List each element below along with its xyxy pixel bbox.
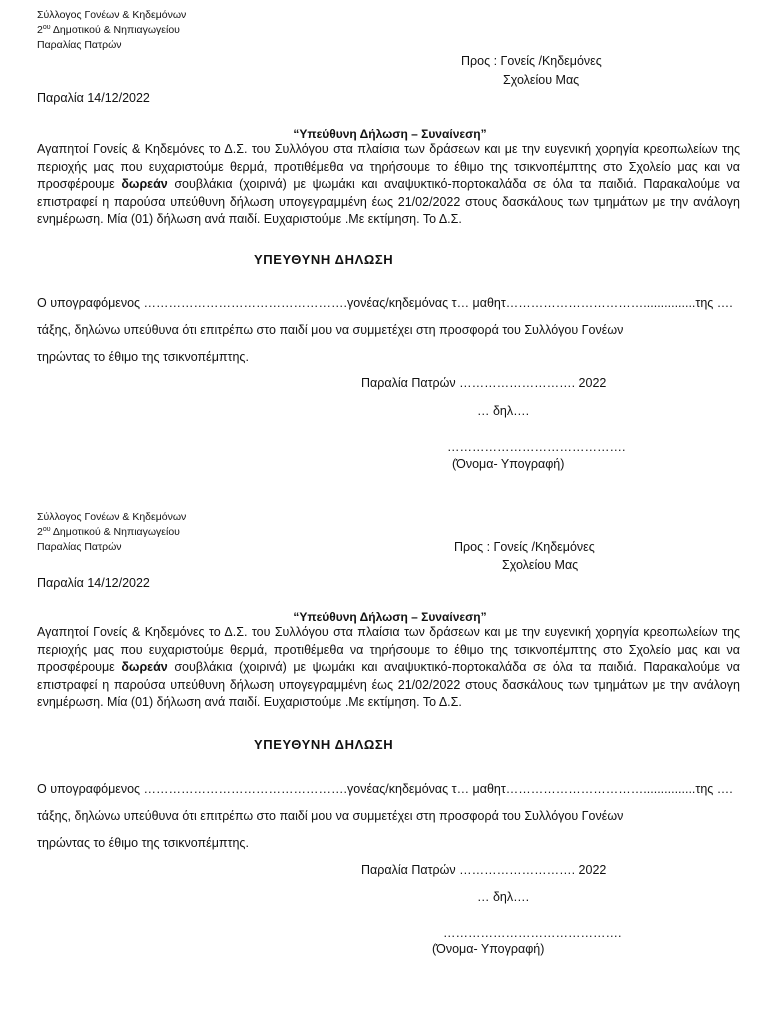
association-header [37,510,186,555]
document-title: “Υπεύθυνη Δήλωση – Συναίνεση” [293,610,487,624]
recipient-line-2: Σχολείου Μας [503,73,580,87]
signature-line: ……………………………………. [447,440,626,454]
recipient-line-2: Σχολείου Μας [502,558,579,572]
school-name: $2^{o\upsilon}$ Δημοτικού & Νηπιαγωγείου [37,526,180,538]
form-section-2 [0,505,768,995]
declaration-line-3: τηρώντας το έθιμο της τσικνοπέμπτης. [37,350,249,364]
free-emphasis: δωρεάν [121,177,168,192]
school-name: $2^{o\upsilon}$ Δημοτικού & Νηπιαγωγείου [37,24,180,36]
declaration-line-1: Ο υπογραφόμενος ………………………………………….γονέας/κηδεμόνας τ… μαθητ……………………………...............της …. [37,782,733,796]
declarant-label: … δηλ…. [477,404,530,418]
place-date-line: Παραλία Πατρών ………………………. 2022 [361,376,607,390]
signature-label: (Όνομα- Υπογραφή) [452,457,565,471]
signature-label: (Όνομα- Υπογραφή) [432,942,545,956]
letter-body: Αγαπητοί Γονείς & Κηδεμόνες το Δ.Σ. του Συλλόγου στα πλαίσια των δράσεων και με την ευγενική χορηγία κρεοπωλείων της περιοχής μας που ευχαριστούμε θερμά, προτιθέμεθα να τηρήσουμε το έθιμο της τσικνοπέμπτης στο Σχολείο μας και να προσφέρουμε δωρεάν σουβλάκια (χοιρινά) με ψωμάκι και αναψυκτικό-πορτοκαλάδα σε όλα τα παιδιά. Παρακαλούμε να επιστραφεί η παρούσα υπεύθυνη δήλωση υπογεγραμμένη έως 21/02/2022 στους δασκάλους των τμημάτων με την ανάλογη ενημέρωση. Μία (01) δήλωση ανά παιδί. Ευχαριστούμε .Με εκτίμηση. Το Δ.Σ. [37,625,740,710]
association-name: Σύλλογος Γονέων & Κηδεμόνων [37,9,187,21]
document-title: “Υπεύθυνη Δήλωση – Συναίνεση” [293,127,487,141]
declaration-line-2: τάξης, δηλώνω υπεύθυνα ότι επιτρέπω στο παιδί μου να συμμετέχει στη προσφορά του Συλλόγου Γονέων [37,809,624,823]
association-header [37,8,186,53]
place-date-line: Παραλία Πατρών ………………………. 2022 [361,863,607,877]
declaration-title: ΥΠΕΥΘΥΝΗ ΔΗΛΩΣΗ [254,252,394,267]
form-section-1 [0,0,768,490]
letter-body: Αγαπητοί Γονείς & Κηδεμόνες το Δ.Σ. του Συλλόγου στα πλαίσια των δράσεων και με την ευγενική χορηγία κρεοπωλείων της περιοχής μας που ευχαριστούμε θερμά, προτιθέμεθα να τηρήσουμε το έθιμο της τσικνοπέμπτης στο Σχολείο μας και να προσφέρουμε δωρεάν σουβλάκια (χοιρινά) με ψωμάκι και αναψυκτικό-πορτοκαλάδα σε όλα τα παιδιά. Παρακαλούμε να επιστραφεί η παρούσα υπεύθυνη δήλωση υπογεγραμμένη έως 21/02/2022 στους δασκάλους των τμημάτων με την ανάλογη ενημέρωση. Μία (01) δήλωση ανά παιδί. Ευχαριστούμε .Με εκτίμηση. Το Δ.Σ. [37,142,740,227]
free-emphasis: δωρεάν [121,660,168,675]
declaration-title: ΥΠΕΥΘΥΝΗ ΔΗΛΩΣΗ [254,737,394,752]
declarant-label: … δηλ…. [477,890,530,904]
signature-line: ……………………………………. [443,926,622,940]
recipient-line-1: Προς : Γονείς /Κηδεμόνες [461,54,602,68]
declaration-line-3: τηρώντας το έθιμο της τσικνοπέμπτης. [37,836,249,850]
association-location: Παραλίας Πατρών [37,541,122,553]
declaration-line-2: τάξης, δηλώνω υπεύθυνα ότι επιτρέπω στο παιδί μου να συμμετέχει στη προσφορά του Συλλόγου Γονέων [37,323,624,337]
declaration-line-1: Ο υπογραφόμενος ………………………………………….γονέας/κηδεμόνας τ… μαθητ……………………………...............της …. [37,296,733,310]
document-date: Παραλία 14/12/2022 [37,91,150,105]
association-location: Παραλίας Πατρών [37,39,122,51]
recipient-line-1: Προς : Γονείς /Κηδεμόνες [454,540,595,554]
association-name: Σύλλογος Γονέων & Κηδεμόνων [37,511,187,523]
document-date: Παραλία 14/12/2022 [37,576,150,590]
